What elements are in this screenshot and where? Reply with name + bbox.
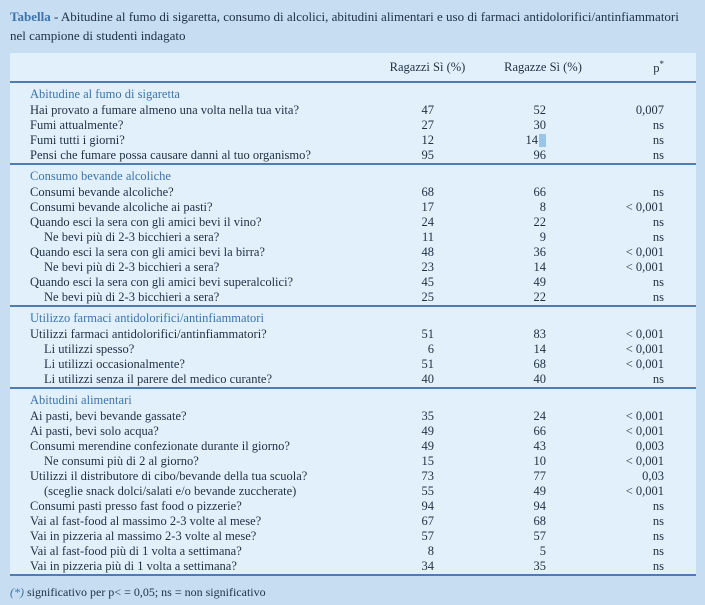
boys-value: 15 (421, 454, 434, 469)
girls-value: 43 (533, 439, 546, 454)
table-row (10, 409, 696, 424)
table-row (10, 484, 696, 499)
p-label: p (653, 60, 660, 75)
question-cell: Pensi che fumare possa causare danni al tuo organismo? (30, 148, 311, 163)
girls-value: 49 (533, 484, 546, 499)
table-row (10, 133, 696, 148)
question-cell: Utilizzi farmaci antidolorifici/antinfiammatori? (30, 327, 267, 342)
girls-value: 66 (533, 185, 546, 200)
table-row (10, 529, 696, 544)
section-heading: Utilizzo farmaci antidolorifici/antinfiammatori (10, 306, 696, 327)
question-cell: Ai pasti, bevi bevande gassate? (30, 409, 187, 424)
question-cell: Li utilizzi spesso? (44, 342, 135, 357)
p-value: < 0,001 (625, 245, 664, 260)
girls-value: 77 (533, 469, 546, 484)
girls-value: 30 (533, 118, 546, 133)
p-value: 0,007 (635, 103, 664, 118)
question-cell: Li utilizzi occasionalmente? (44, 357, 185, 372)
girls-value: 24 (533, 409, 546, 424)
boys-value: 51 (421, 357, 434, 372)
table-row (10, 454, 696, 469)
boys-value: 40 (421, 372, 434, 387)
question-cell: (sceglie snack dolci/salati e/o bevande zuccherate) (44, 484, 297, 499)
girls-value: 40 (533, 372, 546, 387)
girls-value: 68 (533, 357, 546, 372)
column-header-boys: Ragazzi Sì (%) (389, 59, 466, 74)
results-table (10, 53, 696, 576)
column-header-girls: Ragazze Sì (%) (504, 59, 582, 74)
boys-value: 94 (421, 499, 434, 514)
p-value: < 0,001 (625, 342, 664, 357)
p-value: ns (652, 230, 664, 245)
girls-value: 9 (539, 230, 546, 245)
boys-value: 24 (421, 215, 434, 230)
table-row (10, 499, 696, 514)
boys-value: 47 (421, 103, 434, 118)
boys-value: 25 (421, 290, 434, 305)
p-value: ns (652, 544, 664, 559)
table-row (10, 118, 696, 133)
p-value: ns (652, 290, 664, 305)
girls-value: 68 (533, 514, 546, 529)
question-cell: Ne bevi più di 2-3 bicchieri a sera? (44, 260, 220, 275)
boys-value: 55 (421, 484, 434, 499)
table-row (10, 245, 696, 260)
table-body (10, 82, 696, 575)
section-heading-row (10, 306, 696, 327)
question-cell: Vai in pizzeria al massimo 2-3 volte al mese? (30, 529, 257, 544)
question-cell: Quando esci la sera con gli amici bevi il vino? (30, 215, 262, 230)
question-cell: Fumi tutti i giorni? (30, 133, 125, 148)
asterisk-superscript: * (659, 58, 664, 69)
question-cell: Consumi bevande alcoliche ai pasti? (30, 200, 213, 215)
table-caption-label: Tabella (10, 9, 51, 24)
section-heading: Abitudini alimentari (10, 388, 696, 409)
p-value: ns (652, 215, 664, 230)
girls-value: 57 (533, 529, 546, 544)
girls-value: 5 (539, 544, 546, 559)
girls-value: 96 (533, 148, 546, 163)
section-heading: Abitudine al fumo di sigaretta (10, 82, 696, 103)
p-value: ns (652, 372, 664, 387)
footnote (10, 585, 705, 600)
girls-value: 49 (533, 275, 546, 290)
boys-value: 34 (421, 559, 434, 574)
table-row (10, 439, 696, 454)
boys-value: 27 (421, 118, 434, 133)
table-row (10, 148, 696, 164)
boys-value: 6 (427, 342, 434, 357)
table-row (10, 103, 696, 118)
table-row (10, 469, 696, 484)
table-row (10, 424, 696, 439)
p-value: ns (652, 499, 664, 514)
p-value: ns (652, 514, 664, 529)
question-cell: Utilizzi il distributore di cibo/bevande della tua scuola? (30, 469, 308, 484)
boys-value: 12 (421, 133, 434, 148)
girls-value: 35 (533, 559, 546, 574)
table-row (10, 544, 696, 559)
column-header-p (596, 53, 696, 82)
boys-value: 11 (421, 230, 434, 245)
p-value: < 0,001 (625, 454, 664, 469)
text-selection-cursor (539, 134, 546, 147)
boys-value: 17 (421, 200, 434, 215)
footnote-marker: (*) (10, 584, 24, 599)
section-heading-row (10, 82, 696, 103)
question-cell: Ai pasti, bevi solo acqua? (30, 424, 159, 439)
boys-value: 67 (421, 514, 434, 529)
question-cell: Vai in pizzeria più di 1 volta a settimana? (30, 559, 237, 574)
p-value: < 0,001 (625, 484, 664, 499)
question-cell: Consumi pasti presso fast food o pizzerie? (30, 499, 242, 514)
girls-value: 14 (533, 260, 546, 275)
p-value: ns (652, 185, 664, 200)
table-row (10, 200, 696, 215)
p-value: ns (652, 118, 664, 133)
girls-value: 52 (533, 103, 546, 118)
table-row (10, 357, 696, 372)
question-cell: Ne bevi più di 2-3 bicchieri a sera? (44, 230, 220, 245)
p-value: ns (652, 529, 664, 544)
p-value: < 0,001 (625, 200, 664, 215)
p-value: < 0,001 (625, 357, 664, 372)
girls-value: 83 (533, 327, 546, 342)
boys-value: 8 (427, 544, 434, 559)
question-cell: Hai provato a fumare almeno una volta nella tua vita? (30, 103, 299, 118)
p-value: ns (652, 148, 664, 163)
girls-value: 66 (533, 424, 546, 439)
girls-value: 22 (533, 215, 546, 230)
question-cell: Consumi bevande alcoliche? (30, 185, 174, 200)
question-cell: Ne consumi più di 2 al giorno? (44, 454, 199, 469)
p-value: ns (652, 133, 664, 148)
boys-value: 49 (421, 424, 434, 439)
table-row (10, 275, 696, 290)
section-heading-row (10, 388, 696, 409)
girls-value: 14 (533, 342, 546, 357)
boys-value: 45 (421, 275, 434, 290)
boys-value: 68 (421, 185, 434, 200)
column-header-question (10, 53, 365, 82)
boys-value: 35 (421, 409, 434, 424)
p-value: 0,003 (635, 439, 664, 454)
question-cell: Fumi attualmente? (30, 118, 124, 133)
p-value: < 0,001 (625, 260, 664, 275)
table-row (10, 559, 696, 575)
question-cell: Vai al fast-food al massimo 2-3 volte al mese? (30, 514, 262, 529)
footnote-text: significativo per p< = 0,05; ns = non significativo (24, 584, 266, 599)
table-row (10, 290, 696, 306)
table-caption-text: - Abitudine al fumo di sigaretta, consumo di alcolici, abitudini alimentari e uso di farmaci antidolorifici/antinfiammatori nel campione di studenti indagato (10, 9, 679, 43)
question-cell: Consumi merendine confezionate durante il giorno? (30, 439, 290, 454)
p-value: < 0,001 (625, 424, 664, 439)
boys-value: 48 (421, 245, 434, 260)
question-cell: Li utilizzi senza il parere del medico curante? (44, 372, 273, 387)
question-cell: Quando esci la sera con gli amici bevi superalcolici? (30, 275, 294, 290)
boys-value: 49 (421, 439, 434, 454)
table-row (10, 514, 696, 529)
boys-value: 95 (421, 148, 434, 163)
girls-value: 14 (490, 133, 596, 148)
p-value: ns (652, 275, 664, 290)
table-row (10, 215, 696, 230)
girls-value: 94 (533, 499, 546, 514)
table-row (10, 260, 696, 275)
p-value: < 0,001 (625, 409, 664, 424)
question-cell: Quando esci la sera con gli amici bevi la birra? (30, 245, 265, 260)
p-value: < 0,001 (625, 327, 664, 342)
table-row (10, 230, 696, 245)
boys-value: 73 (421, 469, 434, 484)
boys-value: 51 (421, 327, 434, 342)
section-heading-row (10, 164, 696, 185)
table-caption (0, 0, 705, 46)
table-header (10, 53, 696, 82)
girls-value: 8 (539, 200, 546, 215)
boys-value: 23 (421, 260, 434, 275)
girls-value: 10 (533, 454, 546, 469)
header-row (10, 53, 696, 82)
table-row (10, 372, 696, 388)
table-row (10, 185, 696, 200)
p-value: ns (652, 559, 664, 574)
girls-value: 22 (533, 290, 546, 305)
table-row (10, 327, 696, 342)
boys-value: 57 (421, 529, 434, 544)
question-cell: Vai al fast-food più di 1 volta a settimana? (30, 544, 242, 559)
p-value: 0,03 (642, 469, 664, 484)
girls-value: 36 (533, 245, 546, 260)
table-row (10, 342, 696, 357)
question-cell: Ne bevi più di 2-3 bicchieri a sera? (44, 290, 220, 305)
section-heading: Consumo bevande alcoliche (10, 164, 696, 185)
